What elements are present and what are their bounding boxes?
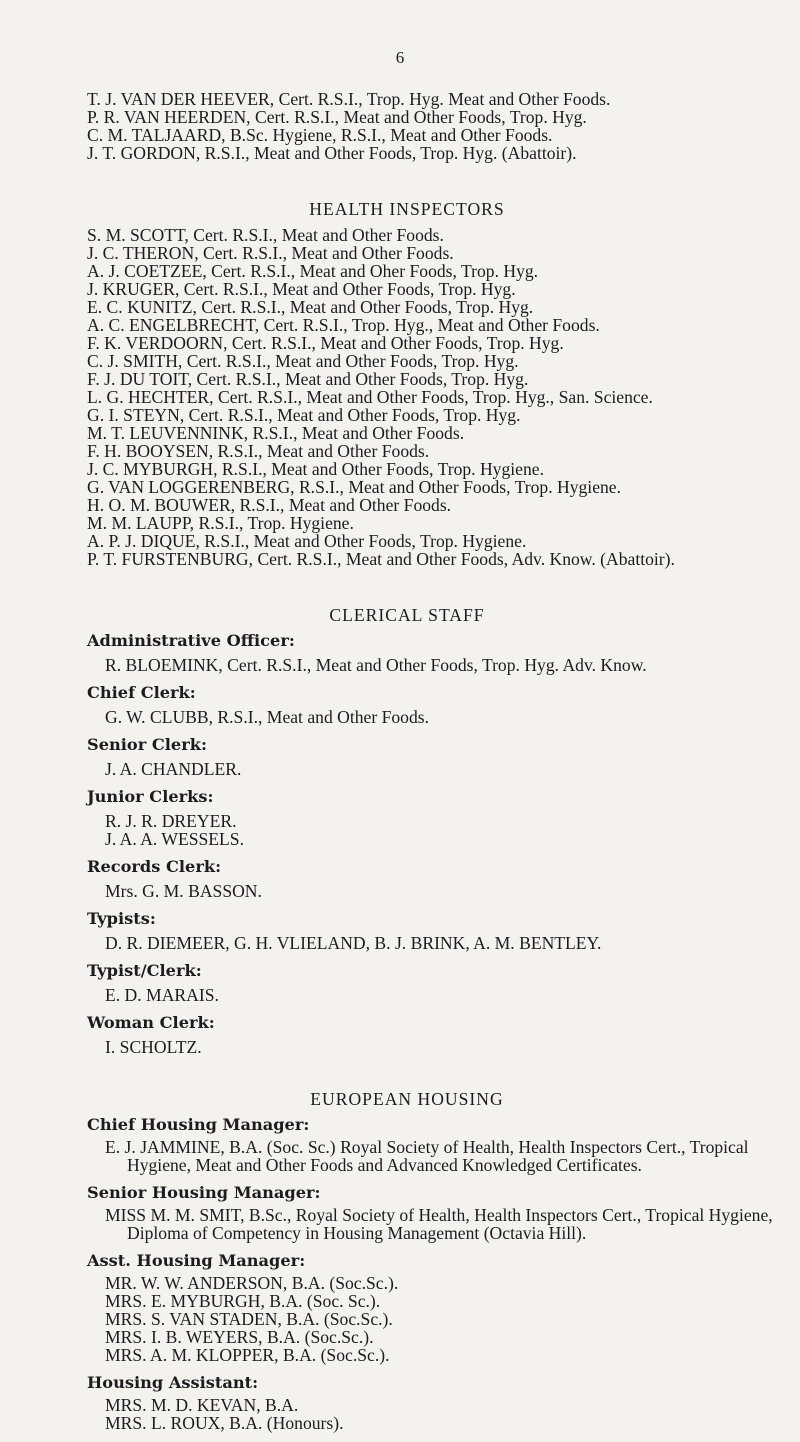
staff-entry: R. J. R. DREYER. [105, 811, 237, 831]
role-title: Woman Clerk: [87, 1013, 215, 1032]
staff-entry: A. P. J. DIQUE, R.S.I., Meat and Other Foods, Trop. Hygiene. [87, 531, 527, 551]
staff-entry: G. VAN LOGGERENBERG, R.S.I., Meat and Other Foods, Trop. Hygiene. [87, 477, 622, 497]
role-block [87, 1014, 787, 1056]
staff-entry: J. C. THERON, Cert. R.S.I., Meat and Other Foods. [87, 243, 454, 263]
staff-entry: H. O. M. BOUWER, R.S.I., Meat and Other Foods. [87, 495, 452, 515]
staff-entry: F. J. DU TOIT, Cert. R.S.I., Meat and Other Foods, Trop. Hyg. [87, 369, 529, 389]
staff-entry: P. R. VAN HEERDEN, Cert. R.S.I., Meat and Other Foods, Trop. Hyg. [87, 107, 587, 127]
page-number: 6 [395, 48, 405, 67]
role-title: Housing Assistant: [87, 1373, 259, 1392]
staff-entry: S. M. SCOTT, Cert. R.S.I., Meat and Other Foods. [87, 225, 444, 245]
staff-entry: M. M. LAUPP, R.S.I., Trop. Hygiene. [87, 513, 354, 533]
staff-entry: J. A. CHANDLER. [105, 759, 242, 779]
staff-entry: MRS. E. MYBURGH, B.A. (Soc. Sc.). [105, 1291, 381, 1311]
document-body [87, 90, 787, 1442]
role-title: Typists: [87, 909, 156, 928]
role-block [87, 1374, 787, 1432]
staff-entry: A. J. COETZEE, Cert. R.S.I., Meat and Oher Foods, Trop. Hyg. [87, 261, 539, 281]
staff-entry: T. J. VAN DER HEEVER, Cert. R.S.I., Trop. Hyg. Meat and Other Foods. [87, 89, 611, 109]
role-block [87, 1116, 787, 1174]
staff-entry: MRS. L. ROUX, B.A. (Honours). [105, 1413, 344, 1433]
staff-entry: MR. W. W. ANDERSON, B.A. (Soc.Sc.). [105, 1273, 399, 1293]
role-title: Administrative Officer: [87, 631, 295, 650]
role-block [87, 1252, 787, 1364]
staff-entry: E. C. KUNITZ, Cert. R.S.I., Meat and Other Foods, Trop. Hyg. [87, 297, 534, 317]
staff-entry: C. J. SMITH, Cert. R.S.I., Meat and Other Foods, Trop. Hyg. [87, 351, 519, 371]
role-title: Junior Clerks: [87, 787, 214, 806]
european-housing-heading: EUROPEAN HOUSING [310, 1089, 504, 1109]
staff-entry: G. W. CLUBB, R.S.I., Meat and Other Foods. [105, 707, 430, 727]
role-block [87, 1184, 787, 1242]
staff-entry: MRS. M. D. KEVAN, B.A. [105, 1395, 299, 1415]
role-title: Senior Housing Manager: [87, 1183, 321, 1202]
staff-entry: G. I. STEYN, Cert. R.S.I., Meat and Other Foods, Trop. Hyg. [87, 405, 521, 425]
staff-entry: MISS M. M. SMIT, B.Sc., Royal Society of Health, Health Inspectors Cert., Tropical Hygiene, Diploma of Competency in Housing Management (Octavia Hill). [105, 1205, 773, 1243]
clerical-staff-heading: CLERICAL STAFF [329, 605, 485, 625]
role-block [87, 858, 787, 900]
staff-entry: L. G. HECHTER, Cert. R.S.I., Meat and Other Foods, Trop. Hyg., San. Science. [87, 387, 653, 407]
role-title: Chief Housing Manager: [87, 1115, 310, 1134]
role-title: Chief Clerk: [87, 683, 196, 702]
role-title: Records Clerk: [87, 857, 222, 876]
health-inspectors-list [87, 226, 787, 568]
staff-entry: Mrs. G. M. BASSON. [105, 881, 262, 901]
staff-entry: A. C. ENGELBRECHT, Cert. R.S.I., Trop. Hyg., Meat and Other Foods. [87, 315, 600, 335]
european-housing-list [87, 1116, 787, 1432]
staff-entry: E. D. MARAIS. [105, 985, 219, 1005]
health-inspectors-heading: HEALTH INSPECTORS [309, 199, 505, 219]
role-block [87, 910, 787, 952]
role-title: Typist/Clerk: [87, 961, 202, 980]
role-block [87, 962, 787, 1004]
staff-entry: MRS. I. B. WEYERS, B.A. (Soc.Sc.). [105, 1327, 374, 1347]
staff-entry: I. SCHOLTZ. [105, 1037, 202, 1057]
role-title: Senior Clerk: [87, 735, 207, 754]
staff-entry: F. H. BOOYSEN, R.S.I., Meat and Other Foods. [87, 441, 430, 461]
staff-entry: M. T. LEUVENNINK, R.S.I., Meat and Other Foods. [87, 423, 465, 443]
role-block [87, 736, 787, 778]
role-block [87, 788, 787, 848]
staff-entry: P. T. FURSTENBURG, Cert. R.S.I., Meat and Other Foods, Adv. Know. (Abattoir). [87, 549, 675, 569]
staff-entry: MRS. A. M. KLOPPER, B.A. (Soc.Sc.). [105, 1345, 390, 1365]
role-block [87, 632, 787, 674]
staff-entry: MRS. S. VAN STADEN, B.A. (Soc.Sc.). [105, 1309, 393, 1329]
staff-entry: F. K. VERDOORN, Cert. R.S.I., Meat and Other Foods, Trop. Hyg. [87, 333, 564, 353]
role-block [87, 684, 787, 726]
staff-entry: C. M. TALJAARD, B.Sc. Hygiene, R.S.I., Meat and Other Foods. [87, 125, 553, 145]
staff-entry: J. C. MYBURGH, R.S.I., Meat and Other Foods, Trop. Hygiene. [87, 459, 544, 479]
staff-entry: J. A. A. WESSELS. [105, 829, 244, 849]
staff-entry: J. KRUGER, Cert. R.S.I., Meat and Other Foods, Trop. Hyg. [87, 279, 516, 299]
role-title: Asst. Housing Manager: [87, 1251, 306, 1270]
staff-entry: J. T. GORDON, R.S.I., Meat and Other Foods, Trop. Hyg. (Abattoir). [87, 143, 577, 163]
staff-entry: D. R. DIEMEER, G. H. VLIELAND, B. J. BRINK, A. M. BENTLEY. [105, 933, 602, 953]
top-entries [87, 90, 787, 162]
staff-entry: E. J. JAMMINE, B.A. (Soc. Sc.) Royal Society of Health, Health Inspectors Cert., Tropical Hygiene, Meat and Other Foods and Advanced Knowledged Certificates. [105, 1137, 749, 1175]
staff-entry: R. BLOEMINK, Cert. R.S.I., Meat and Other Foods, Trop. Hyg. Adv. Know. [105, 655, 647, 675]
clerical-staff-list [87, 632, 787, 1056]
